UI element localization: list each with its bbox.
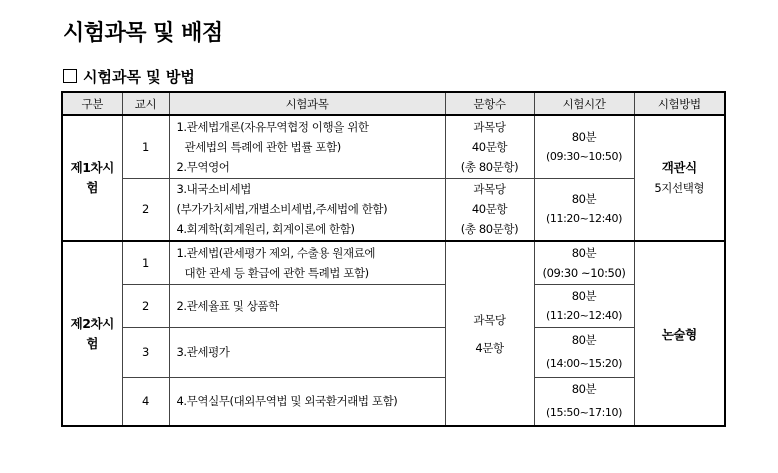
questions-cell: 과목당 40문항 (총 80문항) [445, 115, 534, 178]
period-cell: 1 [122, 115, 169, 178]
period-cell: 1 [122, 241, 169, 284]
time-cell: 80분 (15:50~17:10) [534, 377, 634, 426]
exam-subjects-table [61, 91, 726, 427]
time-cell: 80분 (09:30 ~10:50) [534, 241, 634, 284]
table-row [62, 284, 725, 327]
session1-label: 제1차시 험 [62, 115, 122, 241]
table-row [62, 327, 725, 377]
session2-questions: 과목당 4문항 [445, 241, 534, 426]
period-cell: 2 [122, 284, 169, 327]
table-header-row [62, 92, 725, 115]
subject-cell: 4.무역실무(대외무역법 및 외국환거래법 포함) [169, 377, 445, 426]
questions-cell: 과목당 40문항 (총 80문항) [445, 178, 534, 241]
table-row [62, 377, 725, 426]
header-time: 시험시간 [534, 92, 634, 115]
header-method: 시험방법 [634, 92, 725, 115]
session1-method: 객관식 5지선택형 [634, 115, 725, 241]
checkbox-square-icon [63, 69, 77, 83]
header-period: 교시 [122, 92, 169, 115]
section-heading [63, 66, 195, 87]
table-row [62, 178, 725, 241]
subject-cell: 2.관세율표 및 상품학 [169, 284, 445, 327]
time-cell: 80분 (14:00~15:20) [534, 327, 634, 377]
subject-cell: 3.관세평가 [169, 327, 445, 377]
time-cell: 80분 (11:20~12:40) [534, 284, 634, 327]
header-subject: 시험과목 [169, 92, 445, 115]
table-row [62, 115, 725, 178]
session2-label: 제2차시 험 [62, 241, 122, 426]
table-row [62, 241, 725, 284]
header-session: 구분 [62, 92, 122, 115]
period-cell: 2 [122, 178, 169, 241]
period-cell: 4 [122, 377, 169, 426]
time-cell: 80분 (09:30~10:50) [534, 115, 634, 178]
header-questions: 문항수 [445, 92, 534, 115]
subject-cell: 1.관세법개론(자유무역협정 이행을 위한 관세법의 특례에 관한 법률 포함) 2.무역영어 [169, 115, 445, 178]
time-cell: 80분 (11:20~12:40) [534, 178, 634, 241]
page-title: 시험과목 및 배점 [63, 21, 223, 46]
subject-cell: 1.관세법(관세평가 제외, 수출용 원재료에 대한 관세 등 환급에 관한 특례법 포함) [169, 241, 445, 284]
period-cell: 3 [122, 327, 169, 377]
session2-method: 논술형 [634, 241, 725, 426]
subject-cell: 3.내국소비세법 (부가가치세법,개별소비세법,주세법에 한함) 4.회계학(회계원리, 회계이론에 한함) [169, 178, 445, 241]
section-heading-text: 시험과목 및 방법 [83, 68, 195, 86]
